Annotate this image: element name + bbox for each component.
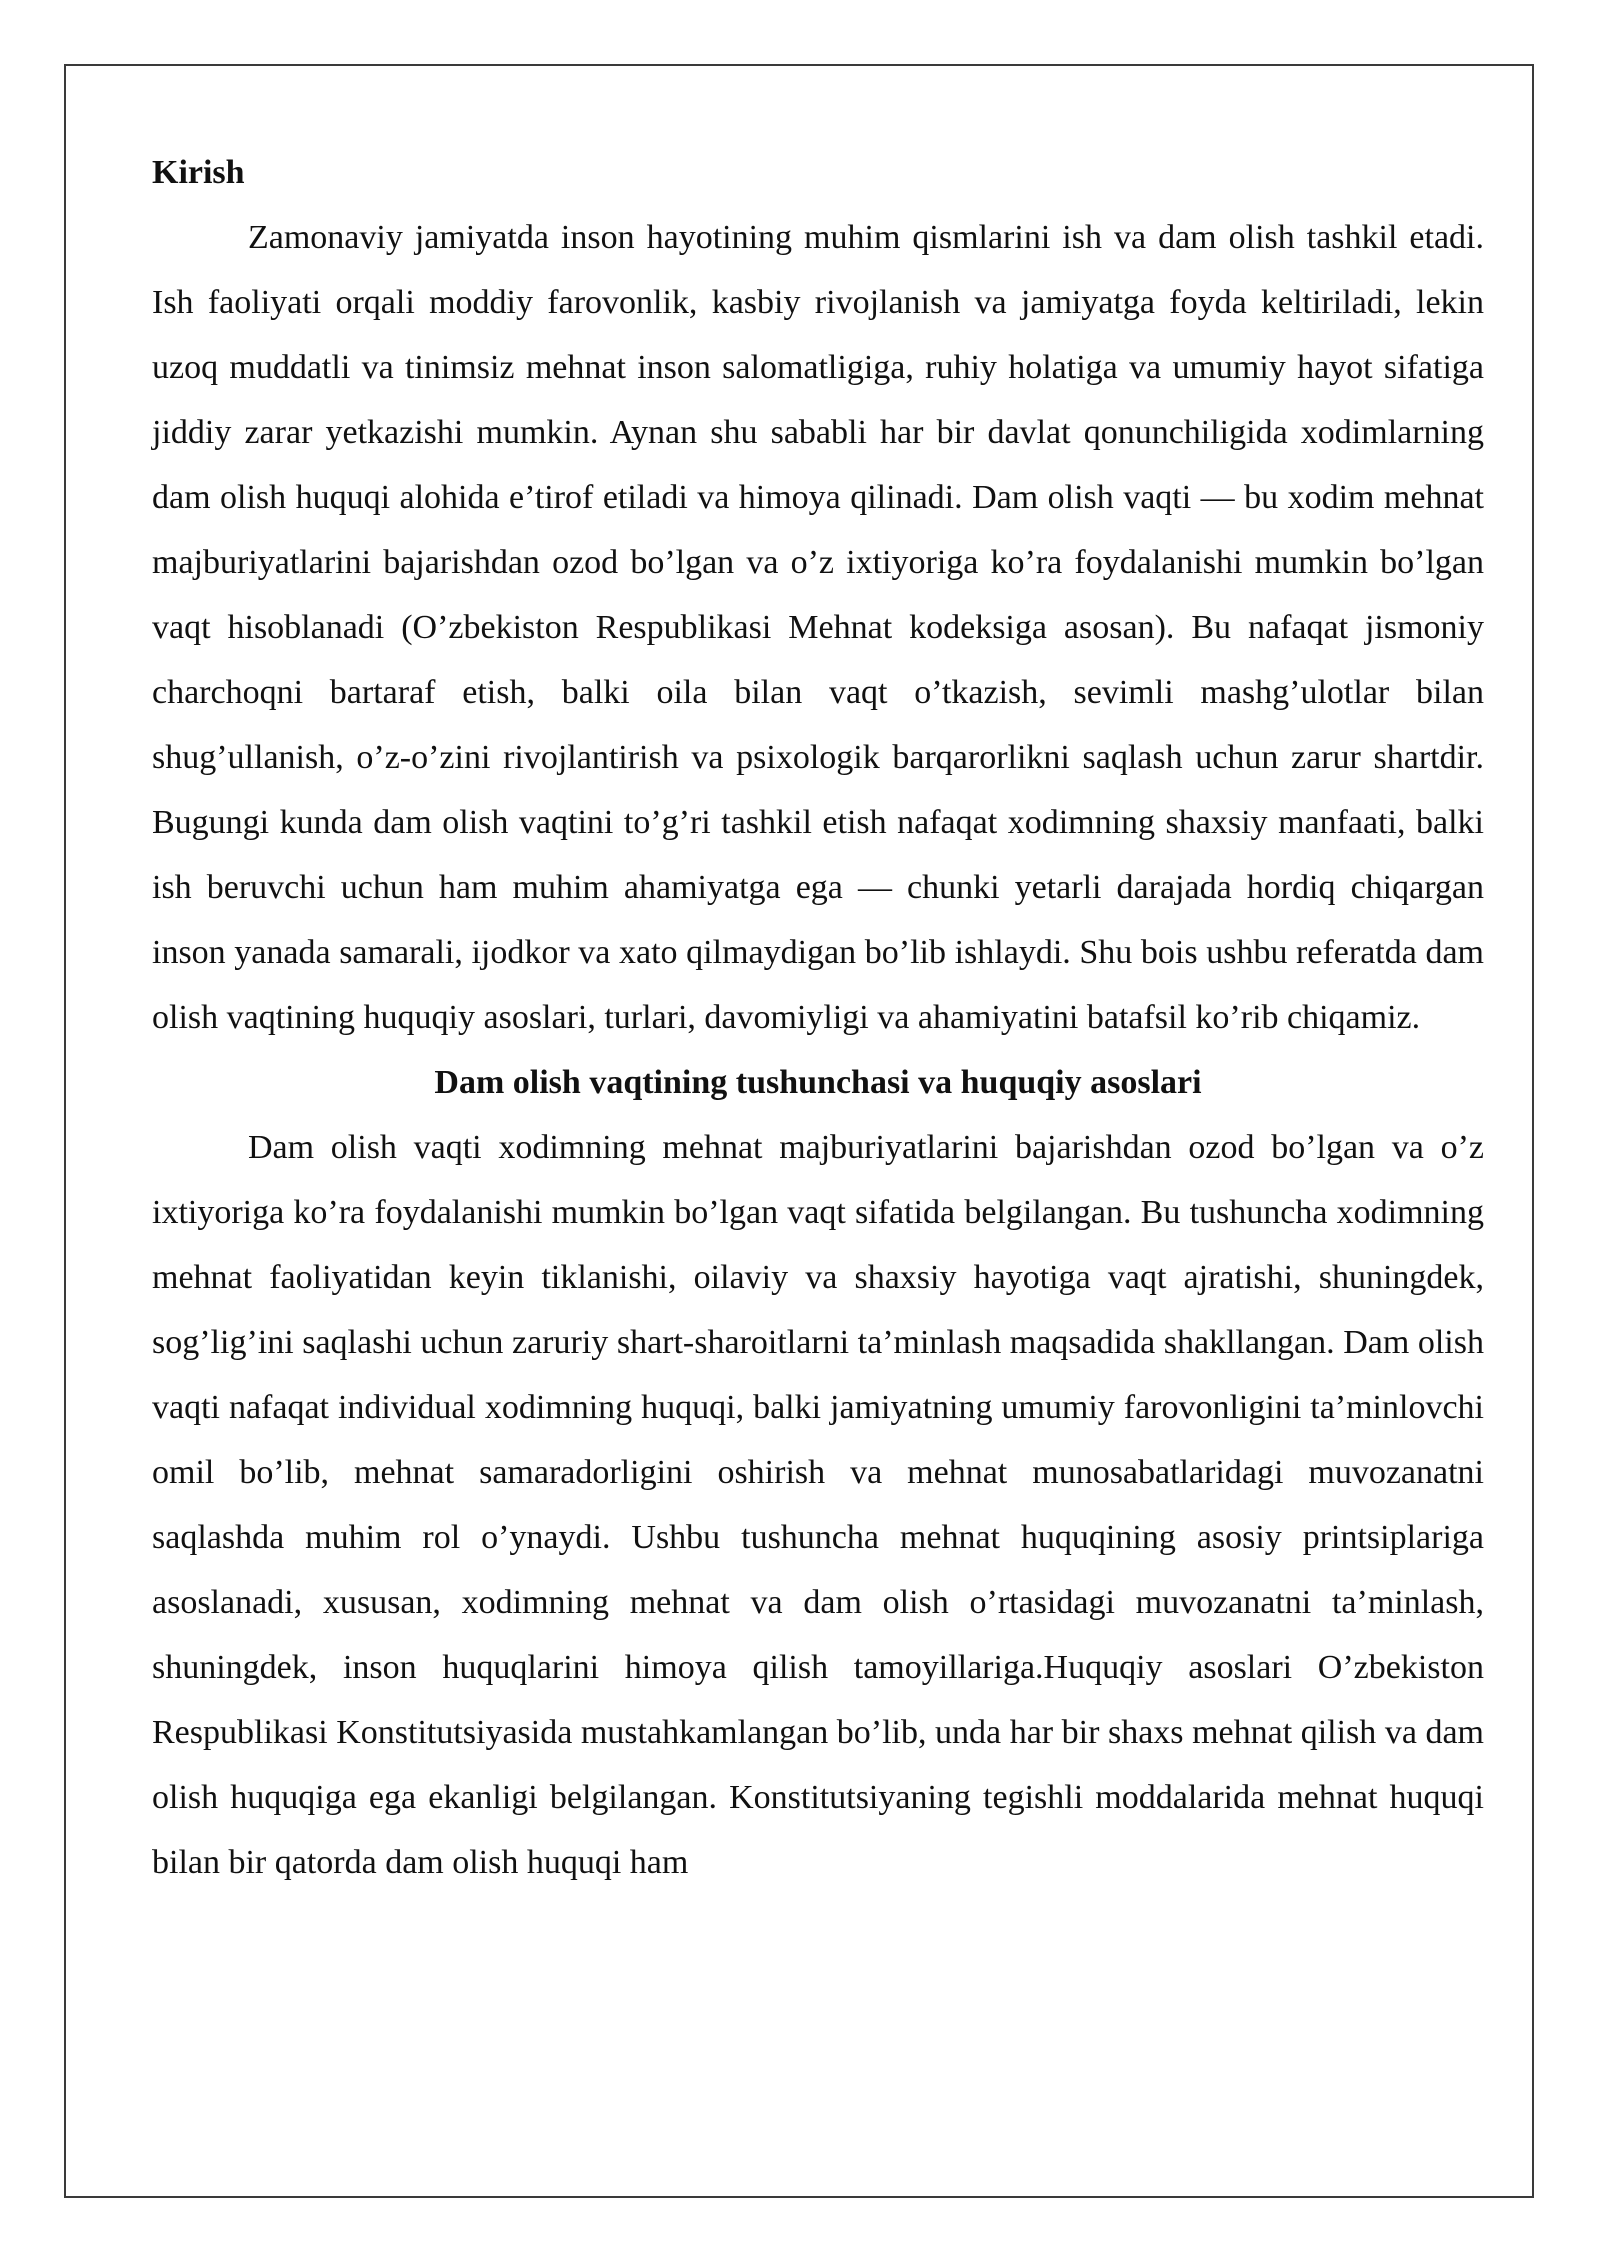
paragraph-section-1: Dam olish vaqti xodimning mehnat majburiyatlarini bajarishdan ozod bo’lgan va o’z ixtiyoriga ko’ra foydalanishi mumkin bo’lgan vaqt sifatida belgilangan. Bu tushuncha xodimning mehnat faoliyatidan keyin tiklanishi, oilaviy va shaxsiy hayotiga vaqt ajratishi, shuningdek, sog’lig’ini saqlashi uchun zaruriy shart-sharoitlarni ta’minlash maqsadida shakllangan. Dam olish vaqti nafaqat individual xodimning huquqi, balki jamiyatning umumiy farovonligini ta’minlovchi omil bo’lib, mehnat samaradorligini oshirish va mehnat munosabatlaridagi muvozanatni saqlashda muhim rol o’ynaydi. Ushbu tushuncha mehnat huquqining asosiy printsiplariga asoslanadi, xususan, xodimning mehnat va dam olish o’rtasidagi muvozanatni ta’minlash, shuningdek, inson huquqlarini himoya qilish tamoyillariga.Huquqiy asoslari O’zbekiston Respublikasi Konstitutsiyasida mustahkamlangan bo’lib, unda har bir shaxs mehnat qilish va dam olish huquqiga ega ekanligi belgilangan. Konstitutsiyaning tegishli moddalarida mehnat huquqi bilan bir qatorda dam olish huquqi ham — [152, 1129, 1484, 1881]
paragraph-intro: Zamonaviy jamiyatda inson hayotining muhim qismlarini ish va dam olish tashkil etadi. Ish faoliyati orqali moddiy farovonlik, kasbiy rivojlanish va jamiyatga foyda keltiriladi, lekin uzoq muddatli va tinimsiz mehnat inson salomatligiga, ruhiy holatiga va umumiy hayot sifatiga jiddiy zarar yetkazishi mumkin. Aynan shu sababli har bir davlat qonunchiligida xodimlarning dam olish huquqi alohida e’tirof etiladi va himoya qilinadi. Dam olish vaqti — bu xodim mehnat majburiyatlarini bajarishdan ozod bo’lgan va o’z ixtiyoriga ko’ra foydalanishi mumkin bo’lgan vaqt hisoblanadi (O’zbekiston Respublikasi Mehnat kodeksiga asosan). Bu nafaqat jismoniy charchoqni bartaraf etish, balki oila bilan vaqt o’tkazish, sevimli mashg’ulotlar bilan shug’ullanish, o’z-o’zini rivojlantirish va psixologik barqarorlikni saqlash uchun zarur shartdir. Bugungi kunda dam olish vaqtini to’g’ri tashkil etish nafaqat xodimning shaxsiy manfaati, balki ish beruvchi uchun ham muhim ahamiyatga ega — chunki yetarli darajada hordiq chiqargan inson yanada samarali, ijodkor va xato qilmaydigan bo’lib ishlaydi. Shu bois ushbu referatda dam olish vaqtining huquqiy asoslari, turlari, davomiyligi va ahamiyatini batafsil ko’rib chiqamiz. — [152, 219, 1484, 1036]
heading-section-1: Dam olish vaqtining tushunchasi va huquqiy asoslari — [434, 1064, 1202, 1101]
document-body — [152, 140, 1484, 1895]
heading-intro: Kirish — [152, 154, 245, 191]
